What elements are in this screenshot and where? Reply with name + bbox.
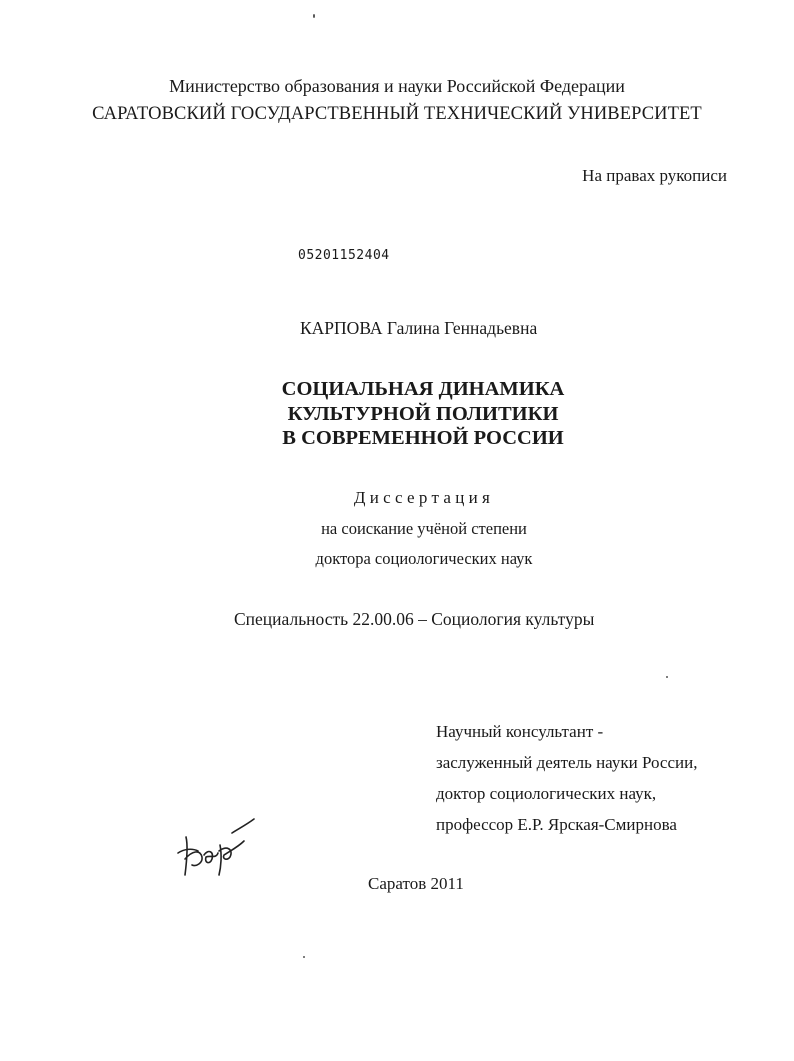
library-stamp-number: 05201152404 [298, 248, 390, 263]
manuscript-rights-note: На правах рукописи [582, 166, 727, 185]
scan-speck [303, 956, 305, 958]
author-name: КАРПОВА Галина Геннадьевна [300, 318, 538, 338]
advisor-role: Научный консультант - [436, 722, 604, 741]
degree-purpose: на соискание учёной степени [321, 519, 527, 538]
advisor-name: профессор Е.Р. Ярская-Смирнова [436, 815, 677, 834]
advisor-degree: доктор социологических наук, [436, 784, 657, 803]
handwritten-signature-icon [172, 815, 262, 885]
specialty-line: Специальность 22.00.06 – Социология культуры [234, 609, 595, 629]
advisor-honor: заслуженный деятель науки России, [436, 753, 698, 772]
title-line-3: В СОВРЕМЕННОЙ РОССИИ [282, 427, 564, 449]
title-line-2: КУЛЬТУРНОЙ ПОЛИТИКИ [287, 403, 559, 425]
ministry-name: Министерство образования и науки Российской Федерации [169, 76, 625, 96]
city-and-year: Саратов 2011 [368, 874, 464, 893]
university-name: САРАТОВСКИЙ ГОСУДАРСТВЕННЫЙ ТЕХНИЧЕСКИЙ УНИВЕРСИТЕТ [92, 104, 702, 124]
title-line-1: СОЦИАЛЬНАЯ ДИНАМИКА [281, 378, 565, 400]
scan-speck [666, 676, 668, 678]
scan-speck [313, 14, 315, 18]
document-type: Диссертация [353, 488, 495, 507]
degree-field: доктора социологических наук [315, 549, 533, 568]
